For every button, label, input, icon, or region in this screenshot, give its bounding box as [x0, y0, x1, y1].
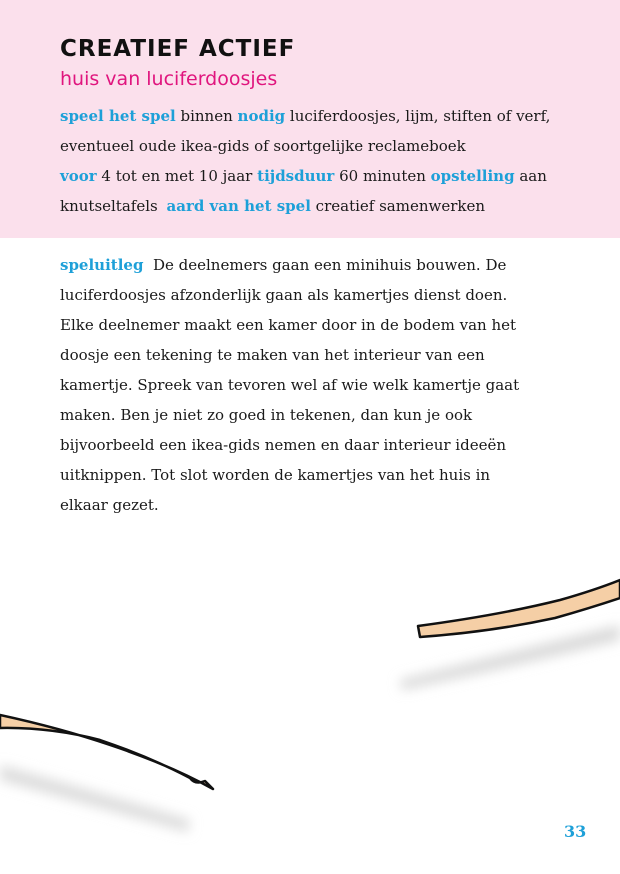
body-line: luciferdoosjes afzonderlijk gaan als kamertjes dienst doen. [60, 286, 508, 304]
value-tijdsduur: 60 minuten [339, 167, 426, 185]
matchstick-shadow [0, 765, 190, 832]
matchstick-right [418, 580, 620, 637]
body-line: bijvoorbeeld een ikea-gids nemen en daar interieur ideeën [60, 436, 507, 454]
body-line: Elke deelnemer maakt een kamer door in de bodem van het [60, 316, 517, 334]
body-line: maken. Ben je niet zo goed in tekenen, dan kun je ook [60, 406, 473, 424]
label-tijdsduur: tijdsduur [257, 167, 335, 185]
value-nodig: luciferdoosjes, lijm, stiften of verf, [289, 107, 551, 125]
value-binnen: binnen [180, 107, 233, 125]
body-line: elkaar gezet. [60, 496, 159, 514]
value-aard: creatief samenwerken [315, 197, 486, 215]
body-line: uitknippen. Tot slot worden de kamertjes van het huis in [60, 466, 491, 484]
label-nodig: nodig [237, 107, 286, 125]
value-opstelling: aan [519, 167, 547, 185]
value-voor: 4 tot en met 10 jaar [101, 167, 253, 185]
body-line: doosje een tekening te maken van het interieur van een [60, 346, 485, 364]
label-opstelling: opstelling [430, 167, 515, 185]
category-heading: CREATIEF ACTIEF [60, 36, 296, 62]
body-line-text: De deelnemers gaan een minihuis bouwen. De [152, 256, 507, 274]
label-speel-het-spel: speel het spel [60, 107, 176, 125]
label-speluitleg: speluitleg [60, 256, 144, 274]
info-line: eventueel oude ikea-gids of soortgelijke reclameboek [60, 137, 466, 155]
label-aard-van-het-spel: aard van het spel [166, 197, 311, 215]
value-opstelling-cont: knutseltafels [60, 197, 158, 215]
body-line: kamertje. Spreek van tevoren wel af wie welk kamertje gaat [60, 376, 520, 394]
page-number: 33 [564, 822, 587, 841]
label-voor: voor [60, 167, 97, 185]
game-title: huis van luciferdoosjes [60, 68, 278, 90]
